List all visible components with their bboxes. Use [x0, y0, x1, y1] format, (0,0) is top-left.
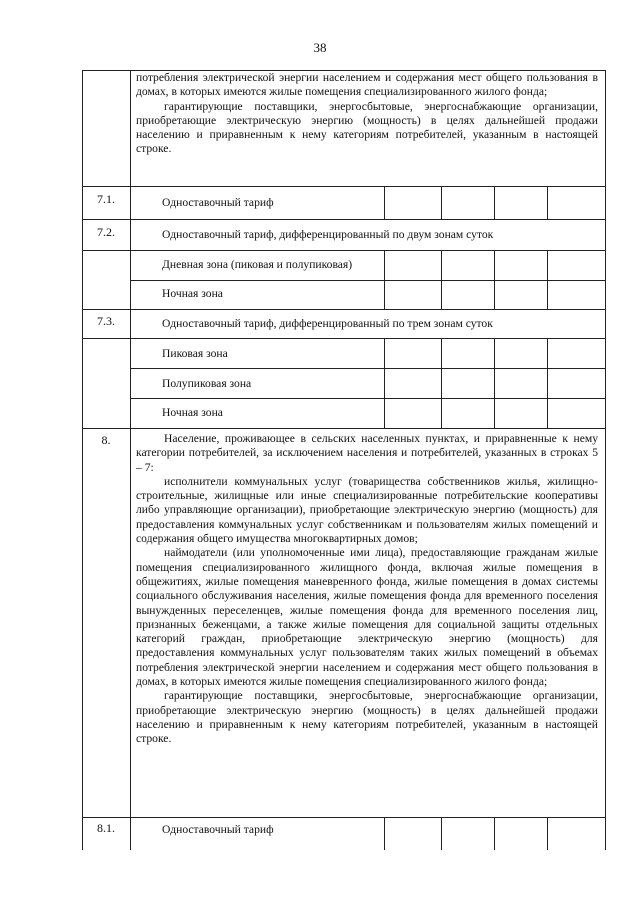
value-column-divider	[547, 338, 548, 428]
row-border	[82, 186, 606, 187]
row-border	[82, 817, 606, 818]
value-column-divider	[384, 186, 385, 219]
value-column-divider	[384, 250, 385, 309]
value-column-divider	[384, 338, 385, 428]
row-border	[130, 368, 606, 369]
paragraph: потребления электрической энергии населением и содержания мест общего пользования в домах, в которых имеются жилые помещения специализированного жилого фонда;	[136, 71, 598, 99]
row-label: Полупиковая зона	[162, 377, 252, 390]
value-column-divider	[441, 250, 442, 309]
row-label: Одноставочный тариф	[162, 823, 274, 836]
value-column-divider	[547, 250, 548, 309]
row-label: Дневная зона (пиковая и полупиковая)	[162, 258, 353, 271]
table-border-right	[605, 70, 606, 850]
value-column-divider	[441, 186, 442, 219]
row-border	[82, 428, 606, 429]
row-label: Ночная зона	[162, 287, 223, 300]
continuation-text	[136, 71, 598, 157]
paragraph: наймодатели (или уполномоченные ими лица), предоставляющие гражданам жилые помещения специализированного жилищного фонда, включая жилые помещения в общежитиях, жилые помещения маневренного фонда, жилые помещения в домах системы социального обслуживания населения, жилые помещения фонда для временного поселения вынужденных переселенцев, жилые помещения фонда для временного поселения лиц, признанных беженцами, а также жилые помещения для социальной защиты отдельных категорий граждан, приобретающие электрическую энергию (мощность) для предоставления коммунальных услуг пользователям таких жилых помещений в объемах потребления электрической энергии населением и содержания мест общего пользования в домах, в которых имеются жилые помещения специализированного жилого фонда;	[136, 546, 598, 689]
number-column-divider	[130, 70, 131, 850]
paragraph: гарантирующие поставщики, энергосбытовые, энергоснабжающие организации, приобретающие электрическую энергию (мощность) в целях дальнейшей продажи населению и приравненным к нему категориям потребителей, указанным в настоящей строке.	[136, 689, 598, 746]
row-label: Одноставочный тариф, дифференцированный по двум зонам суток	[162, 228, 494, 241]
value-column-divider	[494, 338, 495, 428]
value-column-divider	[494, 250, 495, 309]
row-number: 7.2.	[97, 225, 115, 239]
row-number: 8.	[101, 433, 111, 447]
row-border	[82, 250, 606, 251]
row-border	[82, 338, 606, 339]
value-column-divider	[441, 338, 442, 428]
paragraph: исполнители коммунальных услуг (товарищества собственников жилья, жилищно-строительные, жилищные или иные специализированные потребительские кооперативы либо управляющие организации), приобретающие электрическую энергию (мощность) для предоставления коммунальных услуг собственникам и пользователям жилых помещений и содержания общего имущества многоквартирных домов;	[136, 474, 598, 546]
paragraph: Население, проживающее в сельских населенных пунктах, и приравненные к нему категории потребителей, за исключением населения и потребителей, указанных в строках 5 – 7:	[136, 432, 598, 474]
row-number: 8.1.	[97, 821, 115, 835]
row-label: Одноставочный тариф	[162, 196, 274, 209]
row-border	[82, 309, 606, 310]
row-border	[82, 219, 606, 220]
value-column-divider	[384, 817, 385, 850]
value-column-divider	[441, 817, 442, 850]
table-border-left	[82, 70, 83, 850]
page-number: 38	[313, 40, 327, 55]
row-label: Пиковая зона	[162, 347, 228, 360]
row-label: Ночная зона	[162, 406, 223, 419]
value-column-divider	[494, 186, 495, 219]
row-8-text	[136, 432, 598, 747]
row-number: 7.1.	[97, 192, 115, 206]
value-column-divider	[547, 817, 548, 850]
row-border	[130, 398, 606, 399]
row-label: Одноставочный тариф, дифференцированный по трем зонам суток	[162, 317, 493, 330]
value-column-divider	[494, 817, 495, 850]
value-column-divider	[547, 186, 548, 219]
row-border	[130, 280, 606, 281]
row-number: 7.3.	[97, 314, 115, 328]
paragraph: гарантирующие поставщики, энергосбытовые, энергоснабжающие организации, приобретающие электрическую энергию (мощность) в целях дальнейшей продажи населению и приравненным к нему категориям потребителей, указанным в настоящей строке.	[136, 99, 598, 156]
